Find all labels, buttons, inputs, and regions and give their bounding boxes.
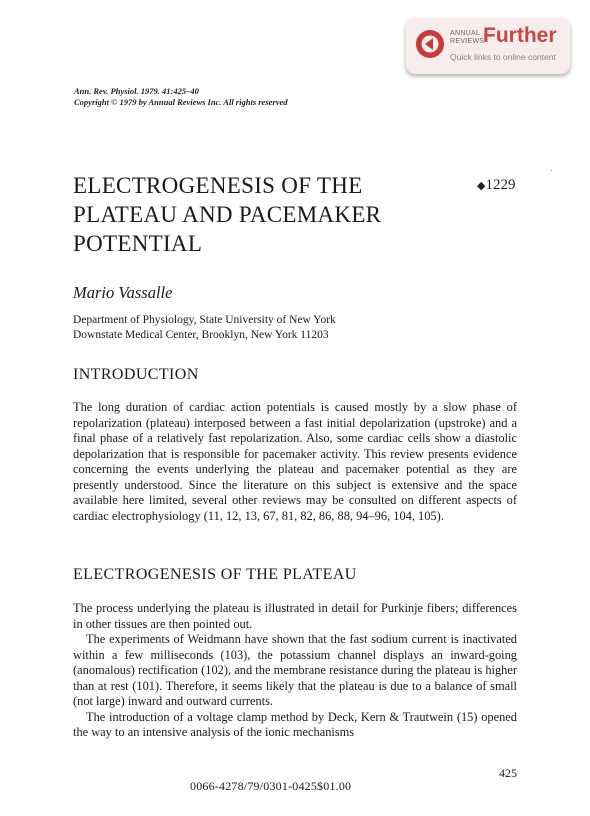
body-paragraph: The process underlying the plateau is illustrated in detail for Purkinje fibers; differences in other tissues are then pointed out. xyxy=(73,601,517,631)
body-paragraph: The experiments of Weidmann have shown that the fast sodium current is inactivated within a few milliseconds (103), the potassium channel displays an inward-going (anomalous) rectification (102), and the membrane resistance during the plateau is higher than at rest (101). Therefore, it seems likely that the plateau is due to a balance of small (not large) inward and outward currents. xyxy=(73,632,517,708)
badge-further-text: Further xyxy=(483,24,557,47)
copyright-line: Copyright © 1979 by Annual Reviews Inc. All rights reserved xyxy=(74,97,288,107)
article-number-value: 1229 xyxy=(485,177,516,193)
journal-citation-block xyxy=(74,86,288,108)
title-line: POTENTIAL xyxy=(73,231,203,256)
title-line: PLATEAU AND PACEMAKER xyxy=(73,202,382,227)
article-code: 0066-4278/79/0301-0425$01.00 xyxy=(190,779,352,793)
body-paragraph: The introduction of a voltage clamp method by Deck, Kern & Trautwein (15) opened the way to an intensive analysis of the ionic mechanisms xyxy=(73,709,517,739)
diamond-icon: ◆ xyxy=(477,180,486,192)
section-heading-plateau: ELECTROGENESIS OF THE PLATEAU xyxy=(73,566,357,583)
section-heading-introduction: INTRODUCTION xyxy=(73,366,199,383)
badge-annual-text: ANNUAL xyxy=(450,30,481,37)
page-number: 425 xyxy=(499,766,517,780)
author-affiliation xyxy=(73,313,336,343)
scan-speck xyxy=(551,170,552,171)
annual-reviews-logo-icon xyxy=(416,30,444,58)
plateau-section-body xyxy=(73,601,517,741)
badge-reviews-text: REVIEWS xyxy=(450,38,485,45)
affiliation-line: Department of Physiology, State University of New York xyxy=(73,314,336,326)
journal-citation: Ann. Rev. Physiol. 1979. 41:425–40 xyxy=(74,86,199,96)
affiliation-line: Downstate Medical Center, Brooklyn, New York 11203 xyxy=(73,329,329,341)
badge-tagline: Quick links to online content xyxy=(450,52,556,62)
article-title xyxy=(73,171,413,258)
introduction-paragraph xyxy=(73,400,517,524)
annual-reviews-further-badge[interactable] xyxy=(406,18,570,74)
article-number xyxy=(477,177,515,194)
author-name: Mario Vassalle xyxy=(73,283,173,302)
title-line: ELECTROGENESIS OF THE xyxy=(73,173,363,198)
body-paragraph: The long duration of cardiac action potentials is caused mostly by a slow phase of repolarization (plateau) interposed between a fast initial depolarization (upstroke) and a final phase of a relatively fast repolarization. Also, some cardiac cells show a diastolic depolarization that is responsible for pacemaker activity. This review presents evidence concerning the events underlying the plateau and pacemaker potential as they are presently understood. Since the literature on this subject is extensive and the space available here limited, several other reviews may be consulted on different aspects of cardiac electrophysiology (11, 12, 13, 67, 81, 82, 86, 88, 94–96, 104, 105). xyxy=(73,400,517,523)
